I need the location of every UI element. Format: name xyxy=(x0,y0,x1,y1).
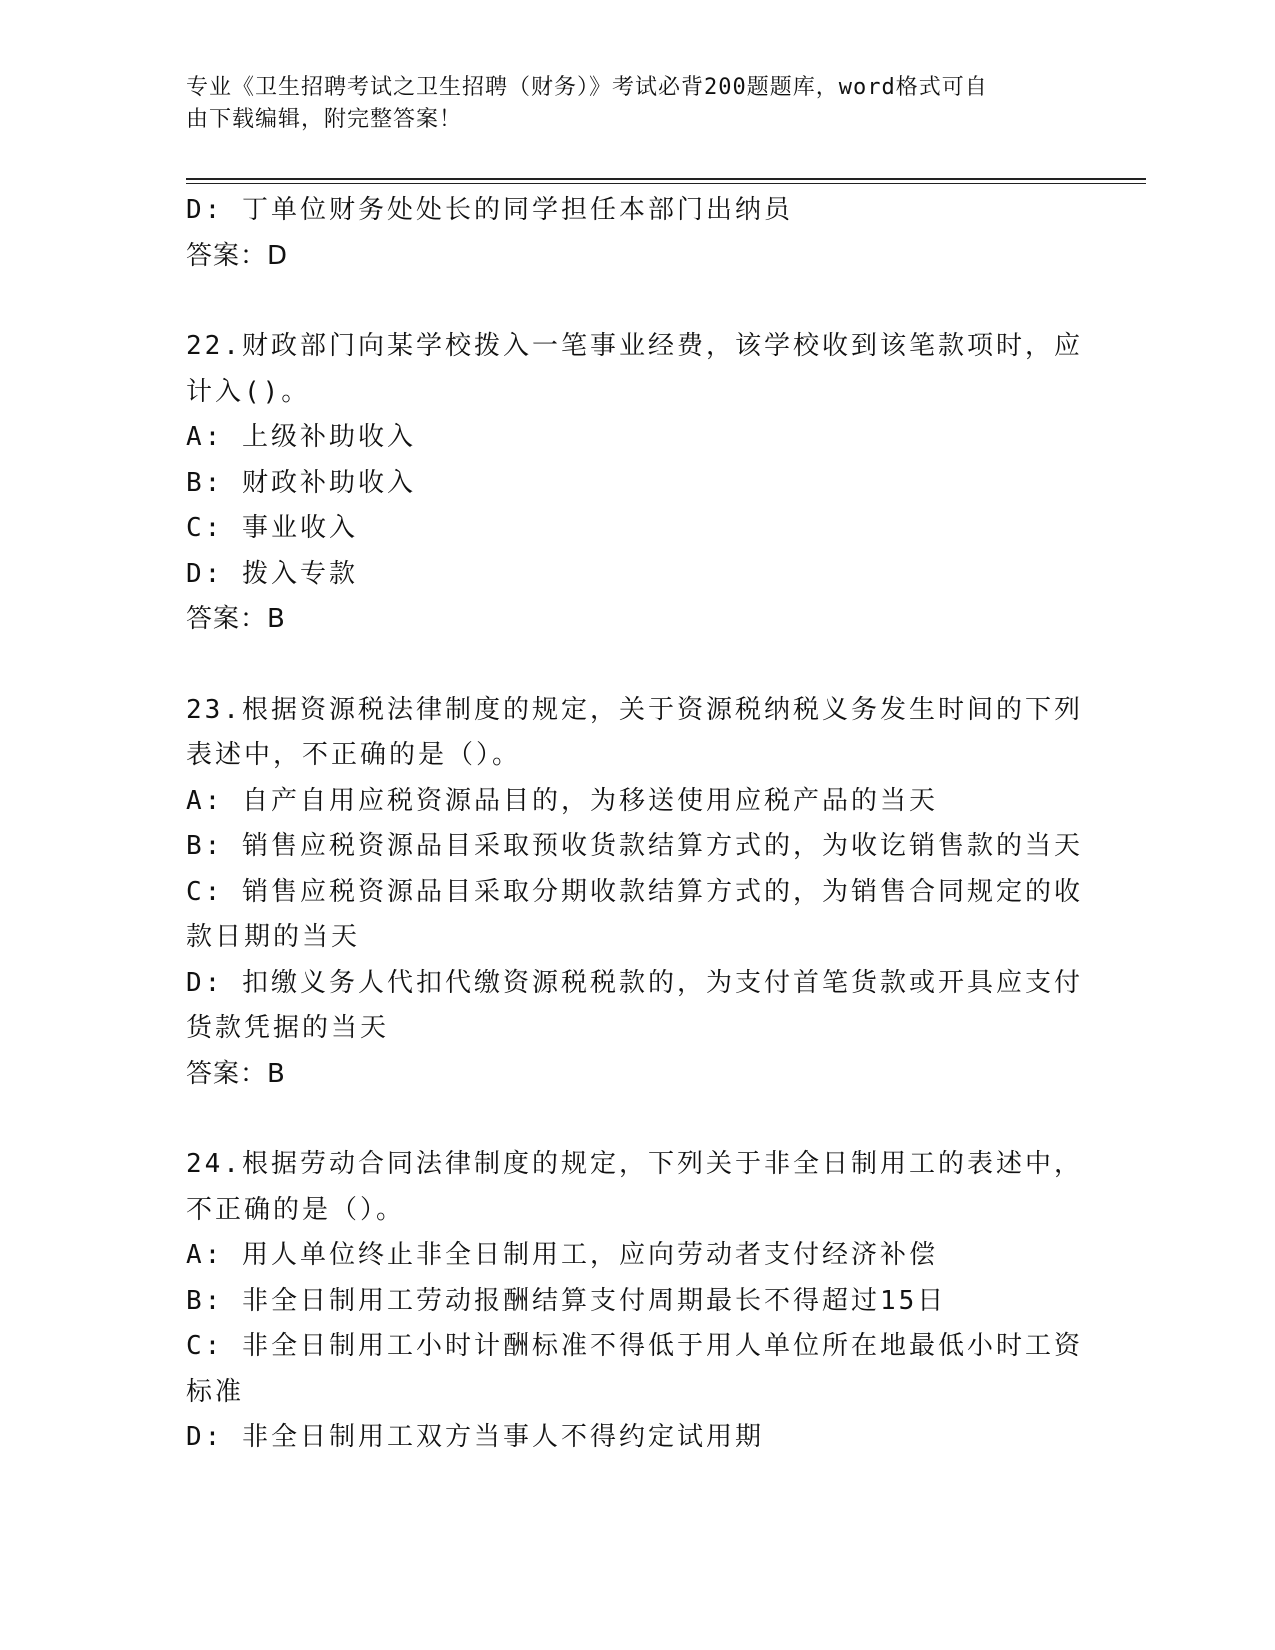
header-divider-thin xyxy=(186,183,1146,184)
question-stem: 24.根据劳动合同法律制度的规定，下列关于非全日制用工的表述中， xyxy=(186,1149,1083,1179)
option-c: C: 事业收入 xyxy=(186,513,358,543)
header-divider xyxy=(186,178,1146,180)
question-stem: 不正确的是（）。 xyxy=(186,1194,406,1225)
answer-line: 答案：B xyxy=(186,604,286,634)
option-d: D: 拨入专款 xyxy=(186,558,358,589)
option-c: C: 销售应税资源品目采取分期收款结算方式的，为销售合同规定的收 xyxy=(186,876,1083,907)
answer-line: 答案：D xyxy=(186,240,289,271)
previous-question-tail xyxy=(186,188,1086,279)
answer-line: 答案：B xyxy=(186,1058,286,1089)
option-a: A: 用人单位终止非全日制用工，应向劳动者支付经济补偿 xyxy=(186,1240,938,1270)
question-stem: 23.根据资源税法律制度的规定，关于资源税纳税义务发生时间的下列 xyxy=(186,694,1083,725)
question-stem: 表述中，不正确的是（）。 xyxy=(186,740,522,770)
question-23 xyxy=(186,688,1086,1098)
option-b: B: 销售应税资源品目采取预收货款结算方式的，为收讫销售款的当天 xyxy=(186,831,1083,861)
option-d: D: 扣缴义务人代扣代缴资源税税款的，为支付首笔货款或开具应支付 xyxy=(186,967,1083,998)
option-d: D: 丁单位财务处处长的同学担任本部门出纳员 xyxy=(186,195,793,225)
option-c-continued: 款日期的当天 xyxy=(186,922,361,952)
question-22 xyxy=(186,324,1086,643)
option-d: D: 非全日制用工双方当事人不得约定试用期 xyxy=(186,1422,764,1452)
header-line-1: 专业《卫生招聘考试之卫生招聘（财务）》考试必背200题题库，word格式可自 xyxy=(186,75,988,100)
question-stem: 计入()。 xyxy=(186,376,311,407)
option-b: B: 财政补助收入 xyxy=(186,467,416,498)
option-b: B: 非全日制用工劳动报酬结算支付周期最长不得超过15日 xyxy=(186,1285,947,1316)
question-24 xyxy=(186,1142,1086,1461)
option-c: C: 非全日制用工小时计酬标准不得低于用人单位所在地最低小时工资 xyxy=(186,1331,1083,1361)
question-stem: 22.财政部门向某学校拨入一笔事业经费，该学校收到该笔款项时，应 xyxy=(186,331,1083,361)
header-line-2: 由下载编辑，附完整答案！ xyxy=(186,107,463,132)
option-d-continued: 货款凭据的当天 xyxy=(186,1013,390,1043)
option-c-continued: 标准 xyxy=(186,1376,245,1407)
page-header xyxy=(186,72,1086,136)
option-a: A: 上级补助收入 xyxy=(186,422,416,452)
option-a: A: 自产自用应税资源品目的，为移送使用应税产品的当天 xyxy=(186,785,938,816)
document-body xyxy=(186,188,1086,1461)
